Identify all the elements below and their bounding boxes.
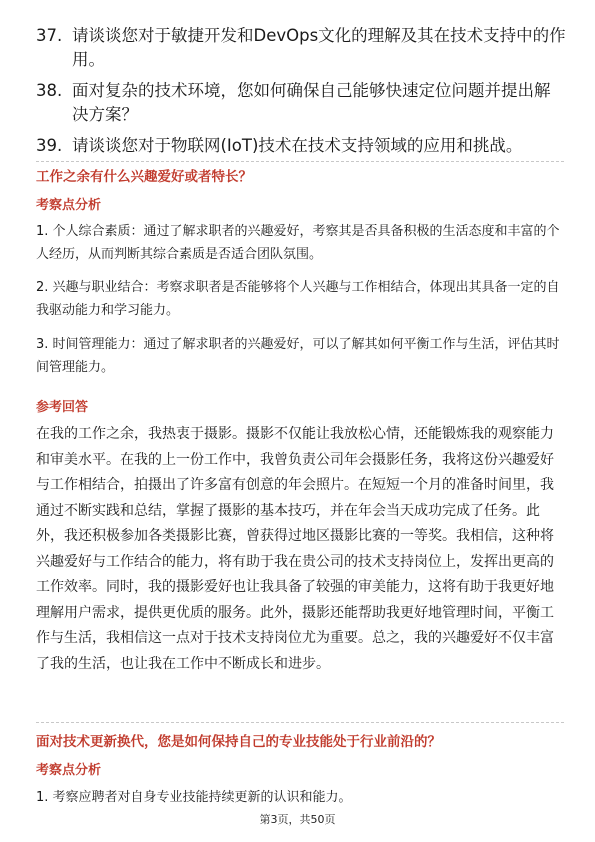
question-number: 37. — [36, 26, 63, 45]
analysis-heading: 考察点分析 — [36, 198, 102, 213]
page-number: 第3页，共50页 — [259, 813, 336, 826]
answer-heading: 参考回答 — [36, 400, 89, 415]
question-text: 请谈谈您对于物联网(IoT)技术在技术支持领域的应用和挑战。 — [72, 136, 523, 155]
question-item — [36, 79, 566, 127]
section-title: 面对技术更新换代，您是如何保持自己的专业技能处于行业前沿的？ — [36, 734, 441, 750]
section-divider — [36, 722, 564, 723]
analysis-item: 1. 考察应聘者对自身专业技能持续更新的认识和能力。 — [36, 790, 352, 805]
analysis-item: 2. 兴趣与职业结合：考察求职者是否能够将个人兴趣与工作相结合，体现出其具备一定的自我驱动能力和学习能力。 — [36, 280, 560, 318]
question-list — [36, 24, 566, 165]
question-text: 请谈谈您对于敏捷开发和DevOps文化的理解及其在技术支持中的作用。 — [72, 26, 566, 69]
analysis-heading: 考察点分析 — [36, 763, 102, 778]
analysis-item: 3. 时间管理能力：通过了解求职者的兴趣爱好，可以了解其如何平衡工作与生活，评估其时间管理能力。 — [36, 337, 560, 375]
analysis-item: 1. 个人综合素质：通过了解求职者的兴趣爱好，考察其是否具备积极的生活态度和丰富的个人经历，从而判断其综合素质是否适合团队氛围。 — [36, 224, 560, 262]
question-number: 39. — [36, 136, 63, 155]
question-item — [36, 24, 566, 72]
question-item — [36, 134, 566, 158]
section-divider — [36, 161, 564, 162]
question-text: 面对复杂的技术环境，您如何确保自己能够快速定位问题并提出解决方案？ — [72, 81, 551, 124]
answer-text: 在我的工作之余，我热衷于摄影。摄影不仅能让我放松心情，还能锻炼我的观察能力和审美水平。在我的上一份工作中，我曾负责公司年会摄影任务，我将这份兴趣爱好与工作相结合，拍摄出了许多富有创意的年会照片。在短短一个月的准备时间里，我通过不断实践和总结，掌握了摄影的基本技巧，并在年会当天成功完成了任务。此外，我还积极参加各类摄影比赛，曾获得过地区摄影比赛的一等奖。我相信，这种将兴趣爱好与工作结合的能力，将有助于我在贵公司的技术支持岗位上，发挥出更高的工作效率。同时，我的摄影爱好也让我具备了较强的审美能力，这将有助于我更好地理解用户需求，提供更优质的服务。此外，摄影还能帮助我更好地管理时间，平衡工作与生活，我相信这一点对于技术支持岗位尤为重要。总之，我的兴趣爱好不仅丰富了我的生活，也让我在工作中不断成长和进步。 — [36, 426, 554, 672]
section-title: 工作之余有什么兴趣爱好或者特长？ — [36, 169, 252, 185]
question-number: 38. — [36, 81, 63, 100]
